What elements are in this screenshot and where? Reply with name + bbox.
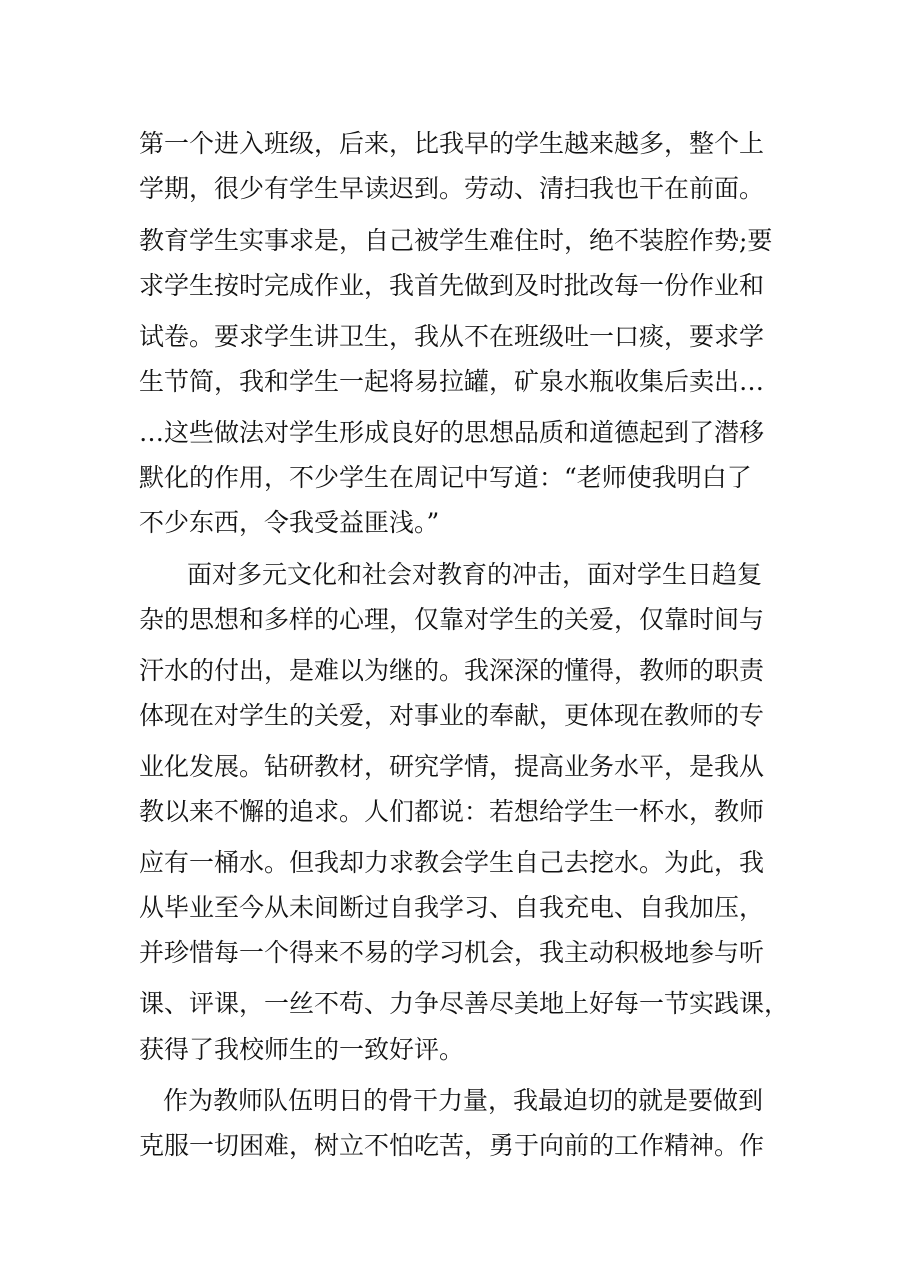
- text-line: 学期，很少有学生早读迟到。劳动、清扫我也干在前面。: [139, 174, 765, 203]
- text-line: 教以来不懈的追求。人们都说：若想给学生一杯水，教师: [139, 797, 765, 826]
- text-line: 获得了我校师生的一致好评。: [139, 1035, 465, 1064]
- text-line: 业化发展。钻研教材，研究学情，提高业务水平，是我从: [139, 752, 765, 781]
- text-line: …这些做法对学生形成良好的思想品质和道德起到了潜移: [139, 418, 765, 447]
- text-line: 不少东西，令我受益匪浅。”: [139, 508, 440, 537]
- text-line: 从毕业至今从未间断过自我学习、自我充电、自我加压，: [139, 893, 765, 922]
- text-line: 作为教师队伍明日的骨干力量，我最迫切的就是要做到: [163, 1086, 764, 1115]
- text-line: 杂的思想和多样的心理，仅靠对学生的关爱，仅靠时间与: [139, 605, 765, 634]
- text-line: 教育学生实事求是，自己被学生难住时，绝不装腔作势;要: [139, 226, 773, 255]
- text-line: 体现在对学生的关爱，对事业的奉献，更体现在教师的专: [139, 701, 765, 730]
- text-line: 汗水的付出，是难以为继的。我深深的懂得，教师的职责: [139, 656, 765, 685]
- text-line: 应有一桶水。但我却力求教会学生自己去挖水。为此，我: [139, 848, 765, 877]
- text-line: 第一个进入班级，后来，比我早的学生越来越多，整个上: [139, 129, 765, 158]
- text-line: 并珍惜每一个得来不易的学习机会，我主动积极地参与听: [139, 938, 765, 967]
- text-line: 面对多元文化和社会对教育的冲击，面对学生日趋复: [187, 560, 763, 589]
- text-line: 克服一切困难，树立不怕吃苦，勇于向前的工作精神。作: [139, 1131, 765, 1160]
- text-line: 试卷。要求学生讲卫生，我从不在班级吐一口痰，要求学: [139, 322, 765, 351]
- text-line: 默化的作用，不少学生在周记中写道：“老师使我明白了: [139, 463, 752, 492]
- text-line: 课、评课，一丝不苟、力争尽善尽美地上好每一节实践课，: [139, 989, 790, 1018]
- text-line: 求学生按时完成作业，我首先做到及时批改每一份作业和: [139, 271, 765, 300]
- text-line: 生节简，我和学生一起将易拉罐，矿泉水瓶收集后卖出…: [139, 367, 765, 396]
